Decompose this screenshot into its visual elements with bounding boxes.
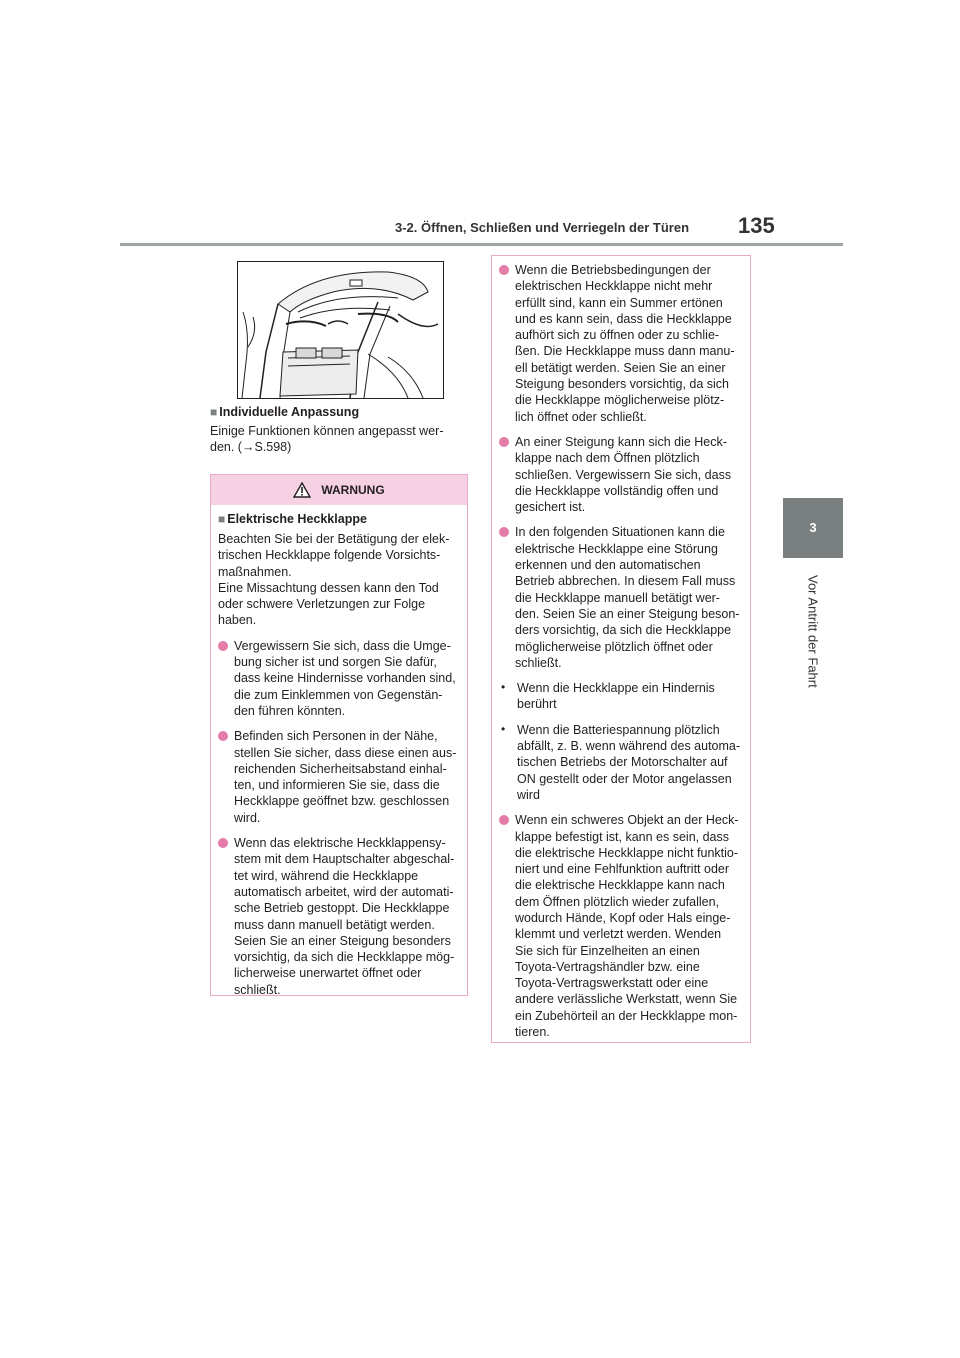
chapter-number: 3 [809,520,817,535]
custom-settings-line2-prefix: den. ( [210,440,242,454]
warning-box [210,474,468,996]
sub-item-text: Wenn die Batteriespannung plötzlich abfällt, z. B. wenn während des automa- tischen Betriebs der Motorschalter auf ON gestellt oder der Motor angelassen wird [517,722,741,802]
sub-item [499,680,743,713]
bullet-dot-icon [499,815,509,825]
bullet-dot-icon [218,641,228,651]
warning-header [211,475,467,505]
warning-title: WARNUNG [321,483,385,497]
custom-settings-text [210,423,472,455]
warning-item-text: Befinden sich Personen in der Nähe, stellen Sie sicher, dass diese einen aus- reichenden Sicherheitsabstand einhal- ten, und informieren Sie sie, dass die Heckklappe geöffnet bzw. geschlossen wird. [234,729,457,825]
warning-item [499,434,743,515]
warning-item-text: Vergewissern Sie sich, dass die Umge- bung sicher ist und sorgen Sie dafür, dass keine Hindernisse vorhanden sind, die zum Einklemmen von Gegenstän- den führen könnten. [234,638,456,718]
custom-settings-heading [210,404,472,420]
page-reference-link[interactable]: S.598) [254,440,292,454]
page-number: 135 [738,213,775,238]
section-title: 3-2. Öffnen, Schließen und Verriegeln der Türen [395,220,690,235]
warning-intro: Beachten Sie bei der Betätigung der elek- trischen Heckklappe folgende Vorsichts- maßnahmen. Eine Missachtung dessen kann den Tod oder schwere Verletzungen zur Folge haben. [218,532,450,628]
bullet-dot-icon [499,265,509,275]
warning-item [218,728,460,826]
warning-continuation-box [491,255,751,1043]
tailgate-drawing [238,262,443,398]
bullet-dot-icon [218,731,228,741]
warning-item-text: In den folgenden Situationen kann die elektrische Heckklappe eine Störung erkennen und den automatischen Betrieb abbrechen. In diesem Fall muss die Heckklappe manuell betätigt wer- den. Seien Sie an einer Steigung beson- ders vorsichtig, da sich die Heckklappe möglicherweise plötzlich öffnet oder schließt. [515,525,740,670]
bullet-dot-icon [218,838,228,848]
custom-settings-line1: Einige Funktionen können angepasst wer- [210,424,444,438]
bullet-dot-icon [499,437,509,447]
warning-item [218,835,460,998]
custom-settings-title: Individuelle Anpassung [219,405,360,419]
small-bullet-icon: • [501,680,506,695]
custom-settings-section [210,404,472,455]
warning-item [499,812,743,1040]
warning-item [499,524,743,671]
warning-item-text: Wenn die Betriebsbedingungen der elektrischen Heckklappe nicht mehr erfüllt sind, kann ein Summer ertönen und es kann sein, dass die Heckklappe aufhört sich zu öffnen oder zu schlie- ßen. Die Heckklappe muss dann manu- ell betätigt werden. Seien Sie an einer Steigung besonders vorsichtig, da sich die Heckklappe möglicherweise plötz- lich öffnet oder schließt. [515,263,735,424]
reference-arrow-icon: → [241,440,255,454]
sub-item-text: Wenn die Heckklappe ein Hindernis berührt [517,681,715,712]
warning-item [218,638,460,719]
chapter-label [800,566,826,696]
header-rule [120,243,843,246]
warning-item-text: An einer Steigung kann sich die Heck- klappe nach dem Öffnen plötzlich schließen. Vergewissern Sie sich, dass die Heckklappe vollständig offen und gesichert ist. [515,434,732,515]
warning-item [499,262,743,425]
square-bullet-icon: ■ [210,405,218,419]
warning-subheading-text: Elektrische Heckklappe [227,512,367,526]
tailgate-illustration [237,261,444,399]
warning-item-text: Wenn das elektrische Heckklappensy- stem mit dem Hauptschalter abgeschal- tet wird, während die Heckklappe automatisch arbeitet, wird der automati- sche Betrieb gestoppt. Die Heckklappe muss dann manuell betätigt werden. Seien Sie an einer Steigung besonders vorsichtig, da sich die Heckklappe mög- licherweise unerwartet öffnet oder schließt. [234,836,455,997]
chapter-tab [783,498,843,558]
small-bullet-icon: • [501,721,506,736]
warning-triangle-icon [293,482,311,498]
bullet-dot-icon [499,527,509,537]
chapter-title: Vor Antritt der Fahrt [805,574,821,688]
square-bullet-icon: ■ [218,512,226,526]
warning-subheading [218,511,460,527]
warning-item-text: Wenn ein schweres Objekt an der Heck- klappe befestigt ist, kann es sein, dass die elektrische Heckklappe nicht funktio- niert und eine Fehlfunktion auftritt oder die elektrische Heckklappe kann nach dem Öffnen plötzlich wieder zufallen, wodurch Hände, Kopf oder Hals einge- klemmt und verletzt werden. Wenden Sie sich für Einzelheiten an einen Toyota-Vertragshändler bzw. eine Toyota-Vertragswerkstatt oder eine andere verlässliche Werkstatt, wenn Sie ein Zubehörteil an der Heckklappe mon- tieren. [515,813,739,1040]
sub-item [499,722,743,803]
